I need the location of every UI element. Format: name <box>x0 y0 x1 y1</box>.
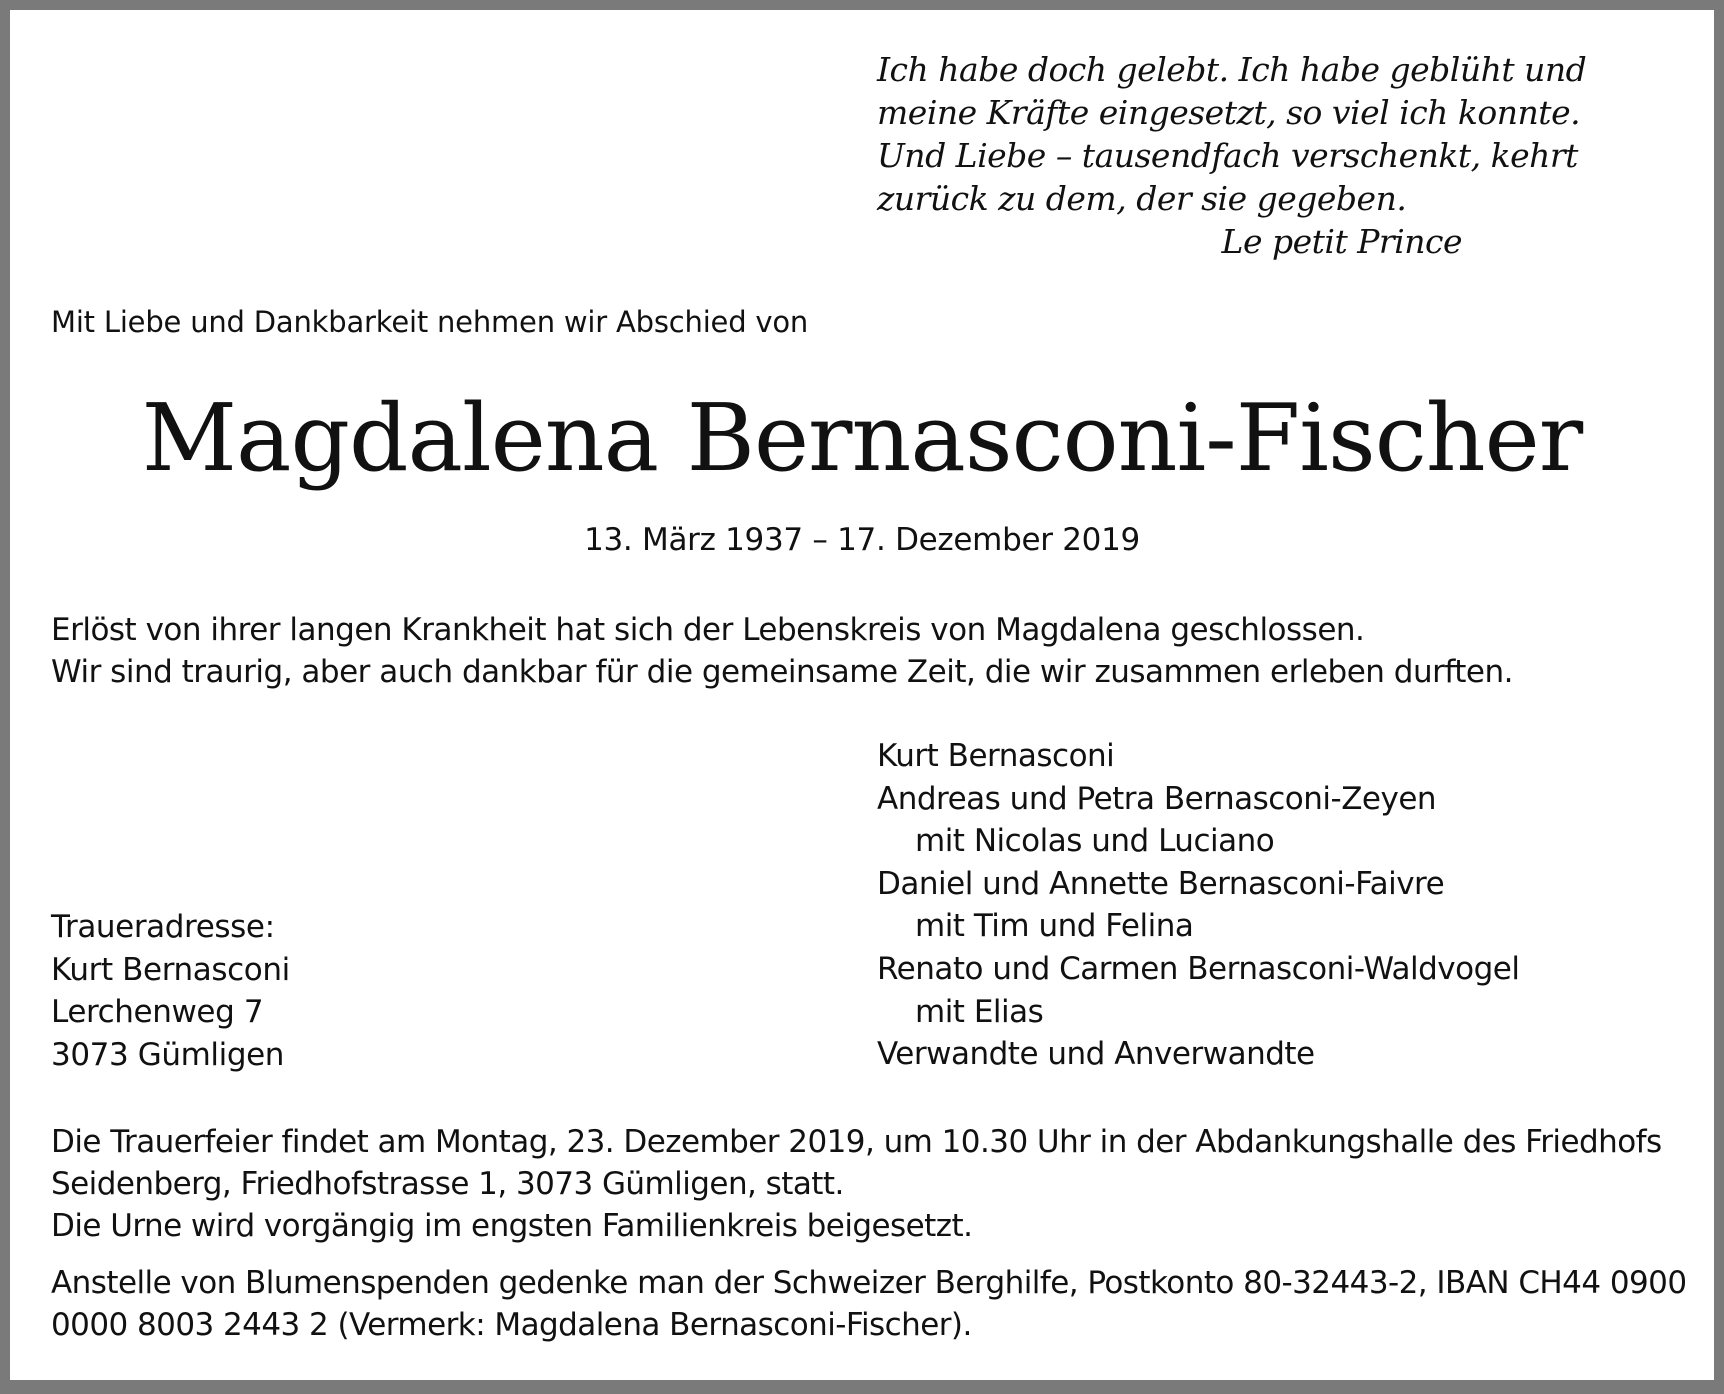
quote-line: Ich habe doch gelebt. Ich habe geblüht und <box>877 50 1587 89</box>
donation-info <box>51 1262 1687 1346</box>
mourner-entry-children: mit Tim und Felina <box>915 908 1194 945</box>
mourner-entry: Renato und Carmen Bernasconi-Waldvogel <box>877 950 1520 987</box>
intro-text: Mit Liebe und Dankbarkeit nehmen wir Abschied von <box>51 305 809 339</box>
mourning-address <box>51 906 290 1076</box>
mourner-entry: Andreas und Petra Bernasconi-Zeyen <box>877 780 1437 817</box>
mourner-entry-children: mit Elias <box>915 993 1044 1030</box>
mourner-entry: Verwandte und Anverwandte <box>877 1036 1315 1073</box>
donation-line: Anstelle von Blumenspenden gedenke man der Schweizer Berghilfe, Postkonto 80-32443-2, IBAN CH44 0900 <box>51 1265 1687 1301</box>
mourner-entry-children: mit Nicolas und Luciano <box>915 823 1275 860</box>
address-name: Kurt Bernasconi <box>51 951 290 988</box>
ceremony-line: Seidenberg, Friedhofstrasse 1, 3073 Gümligen, statt. <box>51 1166 844 1202</box>
donation-line: 0000 8003 2443 2 (Vermerk: Magdalena Bernasconi-Fischer). <box>51 1307 972 1343</box>
mourners-list <box>877 735 1519 1076</box>
farewell-paragraph <box>51 609 1513 693</box>
mourner-entry: Daniel und Annette Bernasconi-Faivre <box>877 865 1445 902</box>
quote-author: Le petit Prince <box>1221 222 1462 261</box>
address-city: 3073 Gümligen <box>51 1036 285 1073</box>
quote-line: Und Liebe – tausendfach verschenkt, kehrt <box>877 136 1578 175</box>
address-street: Lerchenweg 7 <box>51 994 264 1031</box>
ceremony-line: Die Trauerfeier findet am Montag, 23. Dezember 2019, um 10.30 Uhr in der Abdankungshalle des Friedhofs <box>51 1124 1662 1160</box>
deceased-name: Magdalena Bernasconi-Fischer <box>141 384 1583 492</box>
life-dates: 13. März 1937 – 17. Dezember 2019 <box>584 522 1140 558</box>
paragraph-line: Erlöst von ihrer langen Krankheit hat sich der Lebenskreis von Magdalena geschlossen. <box>51 612 1365 648</box>
mourner-entry: Kurt Bernasconi <box>877 738 1115 774</box>
address-label: Traueradresse: <box>51 909 275 945</box>
quote-line: meine Kräfte eingesetzt, so viel ich konnte. <box>877 93 1581 132</box>
ceremony-line: Die Urne wird vorgängig im engsten Familienkreis beigesetzt. <box>51 1208 973 1244</box>
paragraph-line: Wir sind traurig, aber auch dankbar für die gemeinsame Zeit, die wir zusammen erleben durften. <box>51 654 1513 690</box>
ceremony-info <box>51 1121 1662 1247</box>
quote-line: zurück zu dem, der sie gegeben. <box>877 179 1407 218</box>
epigraph-quote <box>877 48 1587 263</box>
